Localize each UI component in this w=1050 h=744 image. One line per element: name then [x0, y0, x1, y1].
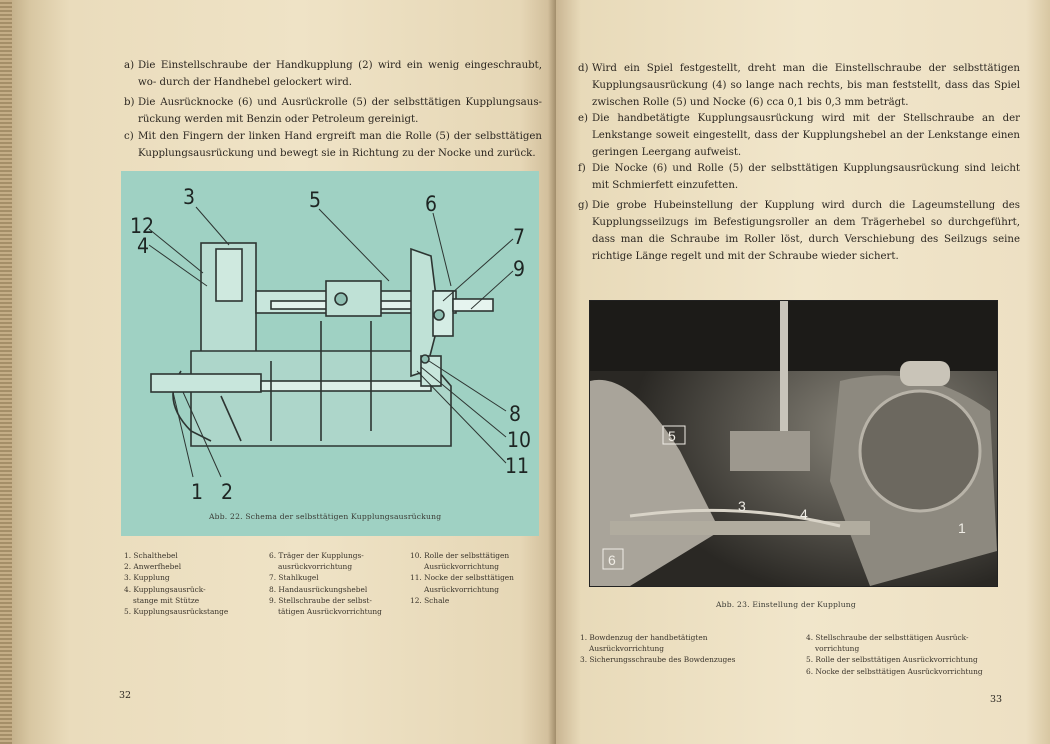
legend-item: 6. Träger der Kupplungs-: [269, 551, 364, 560]
callout-1: 1: [190, 480, 204, 504]
callout-12: 12: [129, 214, 155, 238]
paragraph-label: f): [578, 163, 586, 174]
paragraph-text: Die handbetätigte Kupplungsausrückung wird mit der Stellschraube an der Lenkstange soweit eingestellt, dass der Kupplungshebel an der Lenkstange einen geringen Leergang aufweist.: [592, 113, 1020, 158]
legend-col-2: [269, 550, 409, 617]
callout-11: 11: [504, 454, 530, 478]
callout-2: 2: [220, 480, 234, 504]
callout-6: 6: [424, 192, 438, 216]
paragraph-label: g): [578, 200, 589, 211]
paragraph-text: Die Ausrücknocke (6) und Ausrückrolle (5) der selbsttätigen Kupplungsaus- rückung werden mit Benzin oder Petroleum gereinigt.: [138, 97, 542, 125]
paragraph-g: [578, 197, 1020, 265]
legend-item: 7. Stahlkugel: [269, 573, 319, 583]
figure-caption: Abb. 22. Schema der selbsttätigen Kupplungsausrückung: [209, 512, 442, 521]
paragraph-a: [124, 57, 542, 91]
legend-item: 10. Rolle der selbsttätigen: [410, 551, 510, 560]
legend-item: 2. Anwerfhebel: [124, 562, 182, 572]
paragraph-text: Mit den Fingern der linken Hand ergreift man die Rolle (5) der selbsttätigen Kupplungsausrückung und bewegt sie in Richtung zu der Nocke und zurück.: [138, 131, 542, 159]
paragraph-e: [578, 110, 1020, 161]
legend-item: 6. Nocke der selbsttätigen Ausrückvorrichtung: [806, 666, 983, 676]
legend-item: 1. Bowdenzug der handbetätigten: [580, 633, 708, 642]
callout-4: 4: [136, 234, 150, 258]
legend-item: tätigen Ausrückvorrichtung: [278, 607, 382, 617]
legend-item: Ausrückvorrichtung: [424, 584, 499, 594]
paragraph-b: [124, 94, 542, 128]
figure-clutch-schema: [121, 171, 539, 536]
callout-3: 3: [182, 185, 196, 209]
paragraph-label: b): [124, 97, 135, 108]
paragraph-d: [578, 60, 1020, 111]
paragraph-label: a): [124, 60, 135, 71]
legend-item: Ausrückvorrichtung: [589, 644, 664, 654]
legend-item: 11. Nocke der selbsttätigen: [410, 573, 514, 583]
callout-5: 5: [308, 188, 322, 212]
callout-9: 9: [512, 257, 526, 281]
callout-8: 8: [508, 402, 522, 426]
photo-legend-col-1: [580, 632, 800, 666]
legend-item: 4. Kupplungsausrück-: [124, 584, 206, 594]
legend-item: 3. Sicherungsschraube des Bowdenzuges: [580, 655, 736, 665]
paragraph-text: Wird ein Spiel festgestellt, dreht man die Einstellschraube der selbsttätigen Kupplungsausrückung (4) so lange nach rechts, bis man feststellt, dass das Spiel zwischen Rolle (5) und Nocke (6) cca 0,1 bis 0,3 mm beträgt.: [592, 63, 1020, 108]
page-number: 32: [119, 690, 132, 701]
legend-col-1: [124, 550, 264, 617]
clutch-photo-image: [590, 301, 997, 586]
photo-legend-col-2: [806, 632, 1044, 677]
paragraph-text: Die Einstellschraube der Handkupplung (2) wird ein wenig eingeschraubt, wo- durch der Handhebel gelockert wird.: [138, 60, 542, 88]
paragraph-label: d): [578, 63, 589, 74]
paragraph-text: Die grobe Hubeinstellung der Kupplung wird durch die Lageumstellung des Kupplungsseilzugs im Befestigungsroller an dem Trägerhebel so durchgeführt, dass man die Schraube im Roller löst, durch Verschiebung des Seilzugs seine richtige Länge regelt und mit der Schraube wieder sichert.: [592, 200, 1020, 262]
paragraph-text: Die Nocke (6) und Rolle (5) der selbsttätigen Kupplungsausrückung sind leicht mit Schmierfett einzufetten.: [592, 163, 1020, 191]
paragraph-c: [124, 128, 542, 162]
photo-callout-4: 4: [800, 506, 808, 522]
legend-item: 9. Stellschraube der selbst-: [269, 595, 372, 605]
legend-item: 12. Schale: [410, 595, 450, 605]
photo-callout-5: 5: [668, 428, 676, 444]
page-number: 33: [990, 694, 1003, 705]
legend-item: 5. Rolle der selbsttätigen Ausrückvorrichtung: [806, 655, 978, 665]
legend-item: 8. Handausrückungshebel: [269, 584, 368, 594]
legend-item: ausrückvorrichtung: [278, 562, 353, 572]
callout-10: 10: [506, 428, 532, 452]
page-edge: [0, 0, 12, 744]
photo-callout-1: 1: [958, 520, 966, 536]
legend-item: stange mit Stütze: [133, 595, 200, 605]
legend-item: 3. Kupplung: [124, 573, 170, 583]
photo-callout-3: 3: [738, 498, 746, 514]
legend-item: Ausrückvorrichtung: [424, 562, 499, 572]
legend-col-3: [410, 550, 545, 606]
legend-item: 5. Kupplungsausrückstange: [124, 607, 229, 617]
paragraph-label: e): [578, 113, 589, 124]
photo-clutch-adjustment: [589, 300, 998, 587]
legend-item: vorrichtung: [815, 644, 860, 654]
paragraph-label: c): [124, 131, 134, 142]
legend-item: 4. Stellschraube der selbsttätigen Ausrück-: [806, 633, 969, 642]
photo-callout-6: 6: [608, 552, 616, 568]
callout-7: 7: [512, 225, 526, 249]
photo-caption: Abb. 23. Einstellung der Kupplung: [716, 600, 856, 609]
legend-item: 1. Schalthebel: [124, 551, 178, 560]
clutch-schema-drawing: [121, 171, 539, 536]
paragraph-f: [578, 160, 1020, 194]
